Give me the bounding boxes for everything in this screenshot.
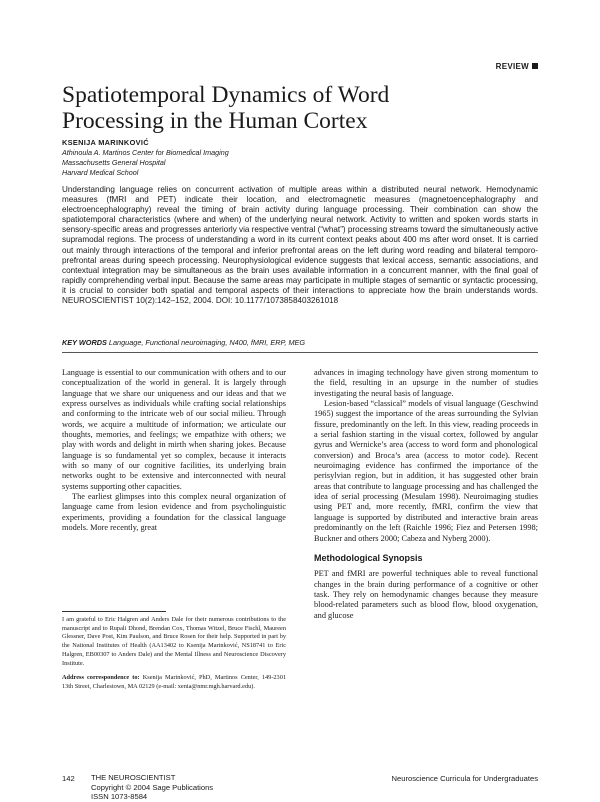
issn-line: ISSN 1073-8584	[91, 792, 148, 802]
correspondence-label: Address correspondence to:	[62, 674, 140, 682]
affiliation-line: Athinoula A. Martinos Center for Biomedical Imaging	[62, 148, 229, 157]
footnote-divider	[62, 611, 166, 612]
series-name: Neuroscience Curricula for Undergraduates	[391, 774, 538, 783]
body-paragraph: The earliest glimpses into this complex neural organization of language came from lesion evidence and from psycholinguistic experiments, providing a foundation for the classical language models. More recently, great	[62, 492, 286, 533]
author-name: KSENIJA MARINKOVIĆ	[62, 138, 149, 147]
correspondence-text: Ksenija Marinković, PhD, Martinos Center, 149-2301 13th Street, Charlestown, MA 02129 (e-mail: xenia@nmr.mgh.harvard.edu).	[62, 674, 287, 690]
article-title-line-2: Processing in the Human Cortex	[62, 108, 368, 134]
square-bullet-icon	[532, 63, 538, 69]
keywords-divider	[62, 352, 538, 353]
acknowledgment-note: I am grateful to Eric Halgren and Anders Dale for their numerous contributions to the manuscript and to Rupali Dhond, Brendan Cox, Thomas Witzel, Bruce Fischl, Maureen Glessner, Dave Post, Kim Paulson, and Bruce Rosen for their help. Supported in part by the National Institutes of Health (AA13402 to Ksenija Marinković, NS18741 to Eric Halgren, EB00307 to Anders Dale) and the Mental Illness and Neuroscience Discovery Institute.	[62, 616, 286, 667]
keywords-list: Language, Functional neuroimaging, N400, fMRI, ERP, MEG	[108, 338, 306, 347]
body-paragraph: advances in imaging technology have given strong momentum to the field, resulting in an upsurge in the number of studies investigating the neural basis of language.	[314, 368, 538, 398]
journal-info	[91, 773, 213, 802]
body-paragraph: Lesion-based “classical” models of visual language (Geschwind 1965) suggest the importance of the areas surrounding the Sylvian fissure, predominantly on the left. In this view, reading proceeds in a serial fashion starting in the visual cortex, followed by angular gyrus and Wernicke’s area (access to word form and phonological conversion) and Broca’s area (access to motor code). Recent neuroimaging evidence has confirmed the importance of the perisylvian region, but in addition, it has suggested other brain areas that contribute to language processing and has challenged the idea of serial processing (Mesulam 1998). Neuroimaging studies using PET and, more recently, fMRI, confirm the view that language is supported by distributed and interactive brain areas predominantly on the left (Raichle 1996; Fiez and Petersen 1998; Buckner and others 2000; Cabeza and Nyberg 2000).	[314, 399, 538, 543]
body-paragraph: Language is essential to our communication with others and to our conceptualization of the world in general. It is largely through language that we share our uniqueness and our ideas and that we express ourselves as individuals while crafting social relationships and conforming to the intricate web of our social milieu. Through words, we acquire a multitude of information; we articulate our thoughts, memories, and feelings; we empathize with others; we play with words and delight in mirth when sharing jokes. Because language is so fundamental yet so complex, because it interacts with so many of our cognitive facilities, its underlying brain networks ought to be extensive and interconnected with neural systems supporting other capacities.	[62, 368, 286, 491]
body-column-left	[62, 368, 286, 534]
page-number: 142	[62, 774, 75, 783]
article-title	[62, 82, 532, 134]
section-tag-label: REVIEW	[495, 62, 529, 71]
keywords-label: KEY WORDS	[62, 338, 107, 347]
affiliation-line: Massachusetts General Hospital	[62, 158, 166, 167]
body-column-right	[314, 368, 538, 621]
article-title-line-1: Spatiotemporal Dynamics of Word	[62, 82, 390, 108]
correspondence-note	[62, 674, 286, 691]
footnotes	[62, 616, 286, 698]
keywords	[62, 338, 305, 347]
abstract: Understanding language relies on concurrent activation of multiple areas within a distributed neural network. Hemodynamic measures (fMRI and PET) indicate their location, and electromagnetic measures (magnetoencephalography and electroencephalography) reveal the timing of brain activity during language processing. Their combination can show the spatiotemporal characteristics (where and when) of the underlying neural network. Activity to written and spoken words starts in sensory-specific areas and progresses anteriorly via respective ventral (“what”) processing streams toward the simultaneously active supramodal regions. The process of understanding a word in its current context peaks about 400 ms after word onset. It is carried out mainly through interactions of the temporal and inferior prefrontal areas on the left during word reading and bilateral temporo-prefrontal areas during speech processing. Neurophysiological evidence suggests that lexical access, semantic associations, and contextual integration may be simultaneous as the brain uses available information in a concurrent manner, with the final goal of rapidly comprehending verbal input. Because the same areas may participate in multiple stages of semantic or syntactic processing, it is crucial to consider both spatial and temporal aspects of their interactions to appreciate how the brain understands words. NEUROSCIENTIST 10(2):142–152, 2004. DOI: 10.1177/1073858403261018	[62, 185, 538, 306]
affiliation-line: Harvard Medical School	[62, 168, 139, 177]
section-heading: Methodological Synopsis	[314, 552, 423, 563]
affiliations	[62, 148, 229, 178]
copyright-line: Copyright © 2004 Sage Publications	[91, 782, 214, 792]
journal-name: THE NEUROSCIENTIST	[91, 773, 176, 782]
section-tag	[496, 62, 538, 71]
body-paragraph: PET and fMRI are powerful techniques able to reveal functional changes in the brain during performance of a cognitive or other task. They rely on hemodynamic changes because they measure blood-related parameters such as blood flow, blood oxygenation, and glucose	[314, 569, 538, 620]
